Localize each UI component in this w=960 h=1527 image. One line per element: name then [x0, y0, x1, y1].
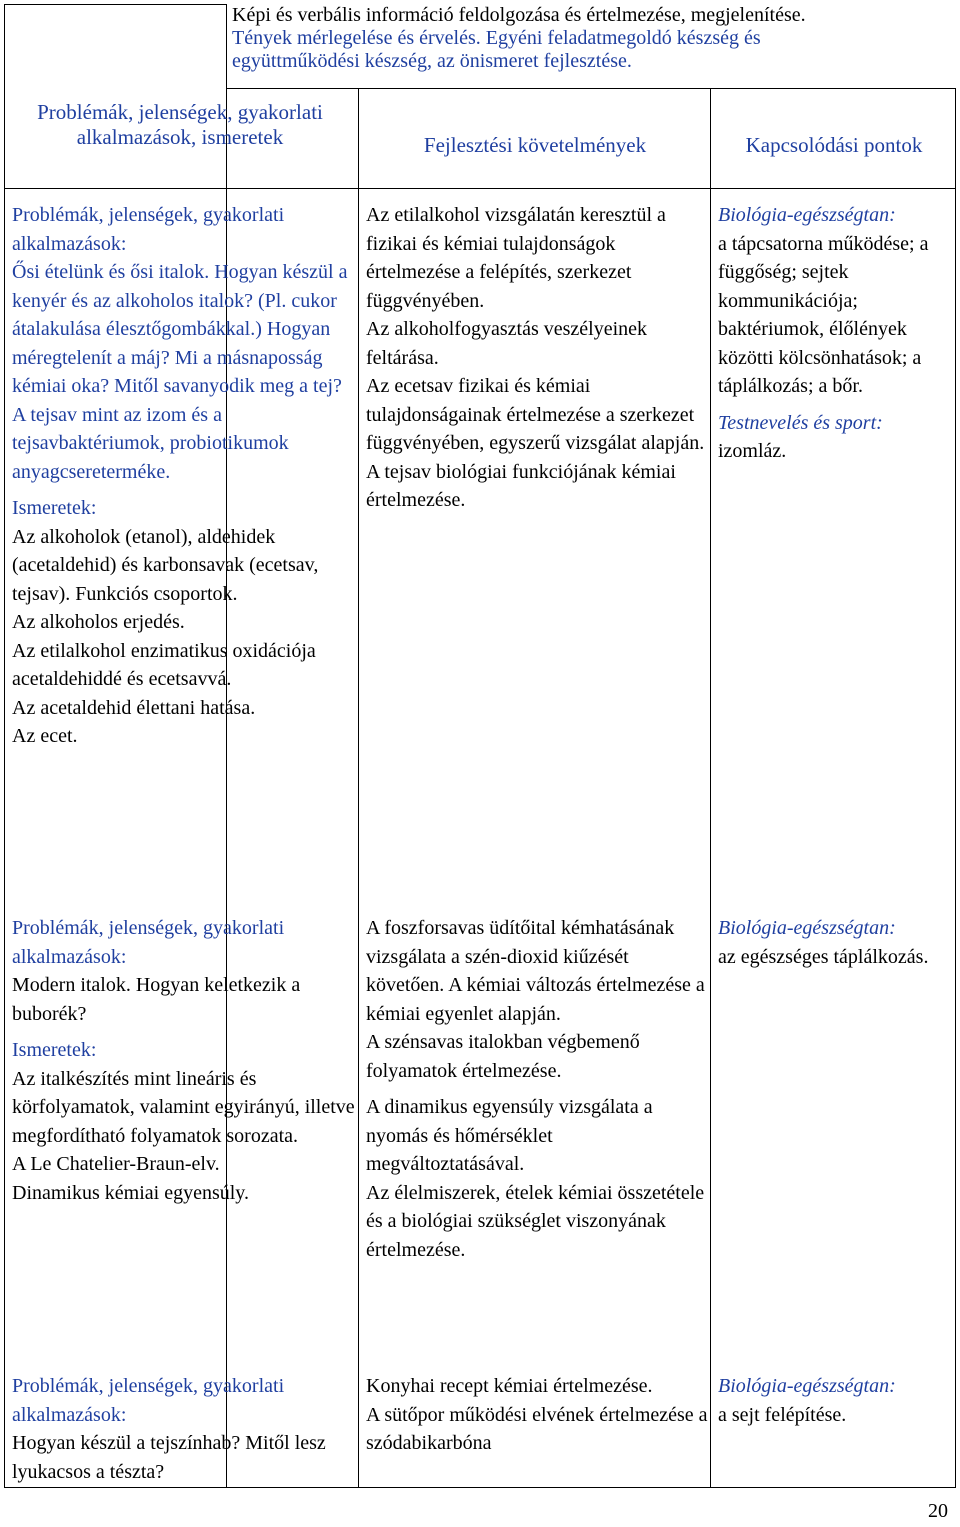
top-span-line: Tények mérlegelése és érvelés. Egyéni feladatmegoldó készség és: [232, 27, 761, 49]
subject-text: a tápcsatorna működése; a függőség; sejtek kommunikációja; baktériumok, élőlények közötti kölcsönhatások; a táplálkozás; a bőr.: [718, 232, 929, 397]
border-right: [955, 88, 956, 1488]
section-caption: Ismeretek:: [12, 1039, 97, 1061]
body-text: A Le Chatelier-Braun-elv.: [12, 1153, 220, 1175]
section-caption: Ismeretek:: [12, 497, 97, 519]
body-text: Az alkoholos erjedés.: [12, 611, 185, 633]
column-header-requirements: Fejlesztési követelmények: [423, 133, 647, 157]
row1-col2: [366, 201, 708, 515]
subject-label: Biológia-egészségtan:: [718, 917, 896, 939]
border-bottom: [4, 1487, 956, 1488]
requirement-text: A dinamikus egyensúly vizsgálata a nyomás és hőmérséklet megváltoztatásával.: [366, 1096, 653, 1175]
subject-label: Biológia-egészségtan:: [718, 204, 896, 226]
requirement-text: Az élelmiszerek, ételek kémiai összetétele és a biológiai szükséglet viszonyának értelmezése.: [366, 1181, 705, 1261]
row2-col2: [366, 914, 708, 1264]
body-text: Az etilalkohol enzimatikus oxidációja acetaldehiddé és ecetsavvá.: [12, 639, 316, 690]
requirement-text: Az ecetsav fizikai és kémiai tulajdonságainak értelmezése a szerkezet függvényében, egyszerű vizsgálat alapján.: [366, 375, 705, 454]
top-span-text: [232, 4, 952, 73]
col-divider-3: [710, 88, 711, 1488]
subject-text: izomláz.: [718, 440, 787, 462]
row1-col3: [718, 201, 954, 466]
border-top-right: [226, 88, 956, 89]
column-header-connections: Kapcsolódási pontok: [745, 133, 923, 157]
border-left: [4, 4, 5, 1488]
col-divider-2: [358, 88, 359, 1488]
subject-label: Testnevelés és sport:: [718, 411, 883, 434]
subject-text: a sejt felépítése.: [718, 1403, 847, 1426]
body-text: Az acetaldehid élettani hatása.: [12, 696, 256, 719]
requirement-text: Az alkoholfogyasztás veszélyeinek feltárása.: [366, 318, 648, 369]
requirement-text: A tejsav biológiai funkciójának kémiai értelmezése.: [366, 460, 676, 511]
section-caption: Problémák, jelenségek, gyakorlati alkalmazások:: [12, 917, 285, 968]
requirement-text: A sütőpor működési elvének értelmezése a szódabikarbóna: [366, 1403, 708, 1454]
row1-col1: [12, 201, 355, 751]
requirement-text: A szénsavas italokban végbemenő folyamatok értelmezése.: [366, 1031, 640, 1082]
section-caption: Problémák, jelenségek, gyakorlati alkalmazások:: [12, 204, 285, 255]
section-caption: Problémák, jelenségek, gyakorlati alkalmazások:: [12, 1375, 285, 1426]
row2-col1: [12, 914, 355, 1207]
body-text: Az ecet.: [12, 725, 78, 747]
body-text: Az alkoholok (etanol), aldehidek (acetaldehid) és karbonsavak (ecetsav, tejsav). Funkciós csoportok.: [12, 525, 319, 605]
top-span-line: együttműködési készség, az önismeret fejlesztése.: [232, 50, 632, 72]
subject-text: az egészséges táplálkozás.: [718, 945, 929, 968]
header-divider: [4, 188, 956, 189]
column-header-problems: Problémák, jelenségek, gyakorlati alkalmazások, ismeretek: [37, 100, 323, 149]
body-text: Hogyan készül a tejszínhab? Mitől lesz lyukacsos a tészta?: [12, 1432, 326, 1483]
row3-col3: [718, 1372, 954, 1429]
subject-label: Biológia-egészségtan:: [718, 1375, 896, 1397]
body-text: Az italkészítés mint lineáris és körfolyamatok, valamint egyirányú, illetve megfordítható folyamatok sorozata.: [12, 1067, 355, 1147]
requirement-text: A foszforsavas üdítőital kémhatásának vizsgálata a szén-dioxid kiűzését követően. A kémiai változás értelmezése a kémiai egyenlet alapján.: [366, 917, 705, 1025]
row3-col2: [366, 1372, 708, 1458]
row3-col1: [12, 1372, 355, 1486]
body-text: Modern italok. Hogyan keletkezik a buborék?: [12, 974, 301, 1025]
border-top-left: [4, 4, 226, 5]
body-text: Dinamikus kémiai egyensúly.: [12, 1181, 249, 1204]
page-number: 20: [928, 1500, 948, 1522]
row2-col3: [718, 914, 954, 971]
body-text: Ősi ételünk és ősi italok. Hogyan készül a kenyér és az alkoholos italok? (Pl. cukor átalakulása élesztőgombákkal.) Hogyan méregtelenít a máj? Mi a másnaposság kémiai oka? Mitől savanyodik meg a tej? A tejsav mint az izom és a tejsavbaktériumok, probiotikumok anyagcsereterméke.: [12, 261, 348, 483]
top-span-line: Képi és verbális információ feldolgozása és értelmezése, megjelenítése.: [232, 4, 806, 26]
requirement-text: Az etilalkohol vizsgálatán keresztül a fizikai és kémiai tulajdonságok értelmezése a felépítés, szerkezet függvényében.: [366, 204, 666, 312]
requirement-text: Konyhai recept kémiai értelmezése.: [366, 1375, 653, 1397]
